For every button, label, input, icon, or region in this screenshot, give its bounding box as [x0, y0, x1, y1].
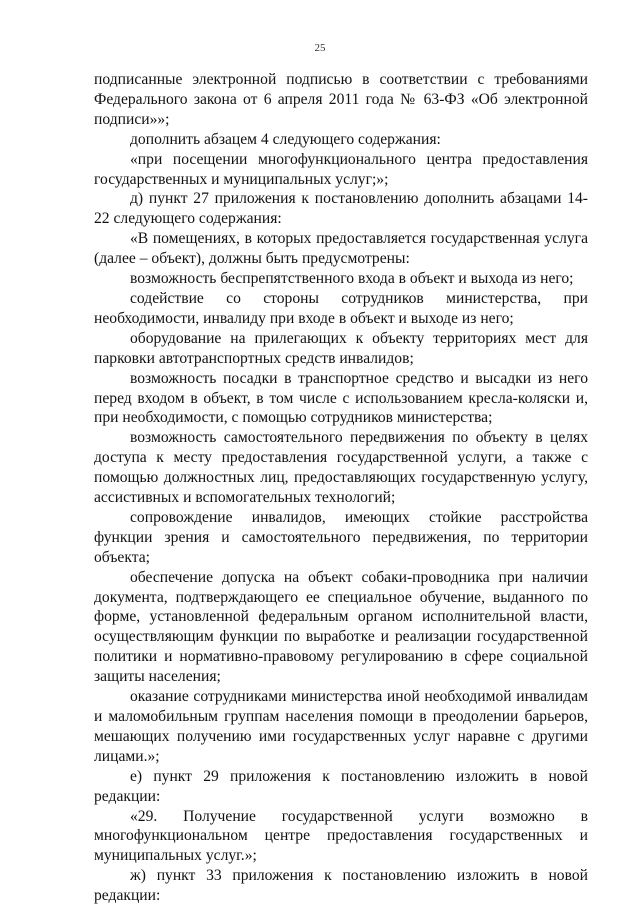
paragraph-2: дополнить абзацем 4 следующего содержания: — [130, 130, 441, 148]
paragraph-12: обеспечение допуска на объект собаки-проводника при наличии документа, подтверждающего ее специальное обучение, выданного по форме, установленной федеральным органом исполнительной власти, осуществляющим функции по выработке и реализации государственной политики и нормативно-правовому регулированию в сфере социальной защиты населения; — [94, 568, 588, 686]
document-body — [94, 70, 588, 906]
paragraph-3: «при посещении многофункционального центра предоставления государственных и муниципальных услуг;»; — [94, 150, 588, 188]
paragraph-13: оказание сотрудниками министерства иной необходимой инвалидам и маломобильным группам населения помощи в преодолении барьеров, мешающих получению ими государственных услуг наравне с другими лицами.»; — [94, 688, 588, 765]
paragraph-10: возможность самостоятельного передвижения по объекту в целях доступа к месту предоставления государственной услуги, а также с помощью должностных лиц, предоставляющих государственную услугу, ассистивных и вспомогательных технологий; — [94, 429, 588, 507]
paragraph-4: д) пункт 27 приложения к постановлению дополнить абзацами 14-22 следующего содержания: — [94, 190, 588, 228]
paragraph-16: ж) пункт 33 приложения к постановлению изложить в новой редакции: — [94, 867, 588, 905]
paragraph-14: е) пункт 29 приложения к постановлению изложить в новой редакции: — [94, 767, 588, 805]
page-number: 25 — [314, 42, 326, 54]
paragraph-15: «29. Получение государственной услуги возможно в многофункциональном центре предоставления государственных и муниципальных услуг.»; — [94, 807, 588, 865]
paragraph-7: содействие со стороны сотрудников министерства, при необходимости, инвалиду при входе в объект и выходе из него; — [94, 289, 588, 327]
paragraph-6: возможность беспрепятственного входа в объект и выхода из него; — [130, 270, 574, 288]
paragraph-1: подписанные электронной подписью в соответствии с требованиями Федерального закона от 6 апреля 2011 года № 63-ФЗ «Об электронной подписи»»; — [94, 71, 588, 128]
paragraph-8: оборудование на прилегающих к объекту территориях мест для парковки автотранспортных средств инвалидов; — [94, 329, 588, 367]
paragraph-5: «В помещениях, в которых предоставляется государственная услуга (далее – объект), должны быть предусмотрены: — [94, 230, 588, 268]
paragraph-9: возможность посадки в транспортное средство и высадки из него перед входом в объект, в том числе с использованием кресла-коляски и, при необходимости, с помощью сотрудников министерства; — [94, 369, 588, 427]
paragraph-11: сопровождение инвалидов, имеющих стойкие расстройства функции зрения и самостоятельного передвижения, по территории объекта; — [94, 508, 588, 566]
